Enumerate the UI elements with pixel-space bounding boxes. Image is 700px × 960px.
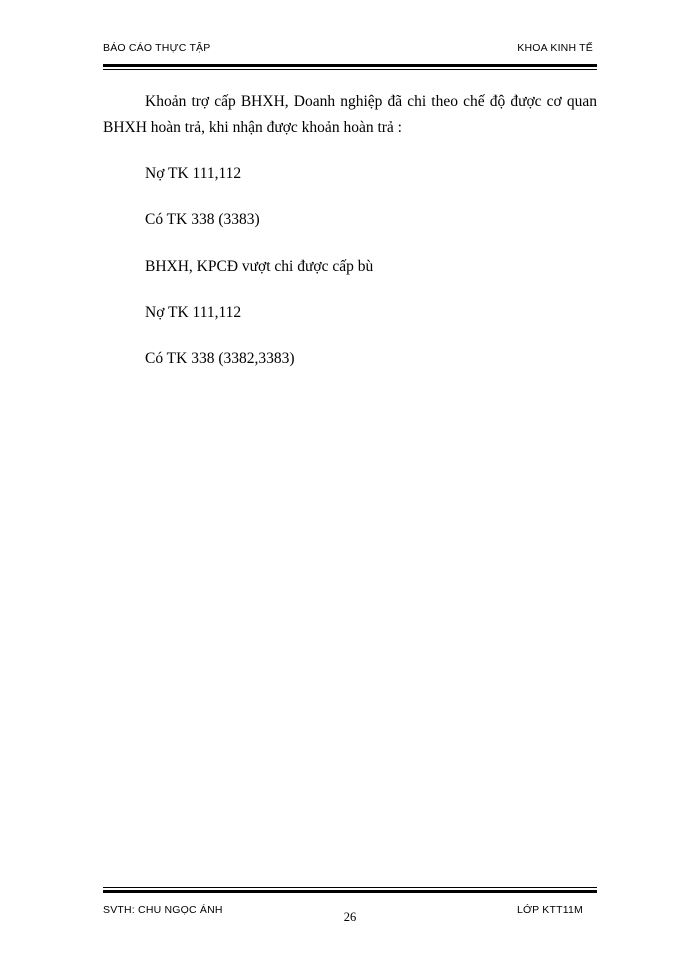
journal-entry-credit-1: Có TK 338 (3383)	[145, 211, 260, 228]
page-footer	[103, 902, 597, 932]
journal-entry-description: BHXH, KPCĐ vượt chi được cấp bù	[145, 258, 374, 275]
header-department: KHOA KINH TẾ	[517, 42, 593, 54]
footer-class: LỚP KTT11M	[516, 904, 583, 916]
header-report-title: BÁO CÁO THỰC TẬP	[103, 42, 211, 54]
paragraph-line-1: Khoản trợ cấp BHXH, Doanh nghiệp đã chi theo chế độ được cơ quan	[145, 93, 597, 110]
header-divider	[103, 64, 597, 70]
journal-entry-credit-2: Có TK 338 (3382,3383)	[145, 350, 295, 367]
journal-entry-debit-2: Nợ TK 111,112	[145, 304, 242, 321]
footer-divider	[103, 887, 597, 893]
page-header	[103, 42, 597, 58]
paragraph-line-2: BHXH hoàn trả, khi nhận được khoản hoàn trả :	[103, 119, 402, 136]
journal-entry-debit-1: Nợ TK 111,112	[145, 165, 242, 182]
page-number: 26	[343, 910, 357, 924]
footer-student-name: SVTH: CHU NGỌC ÁNH	[103, 904, 223, 916]
